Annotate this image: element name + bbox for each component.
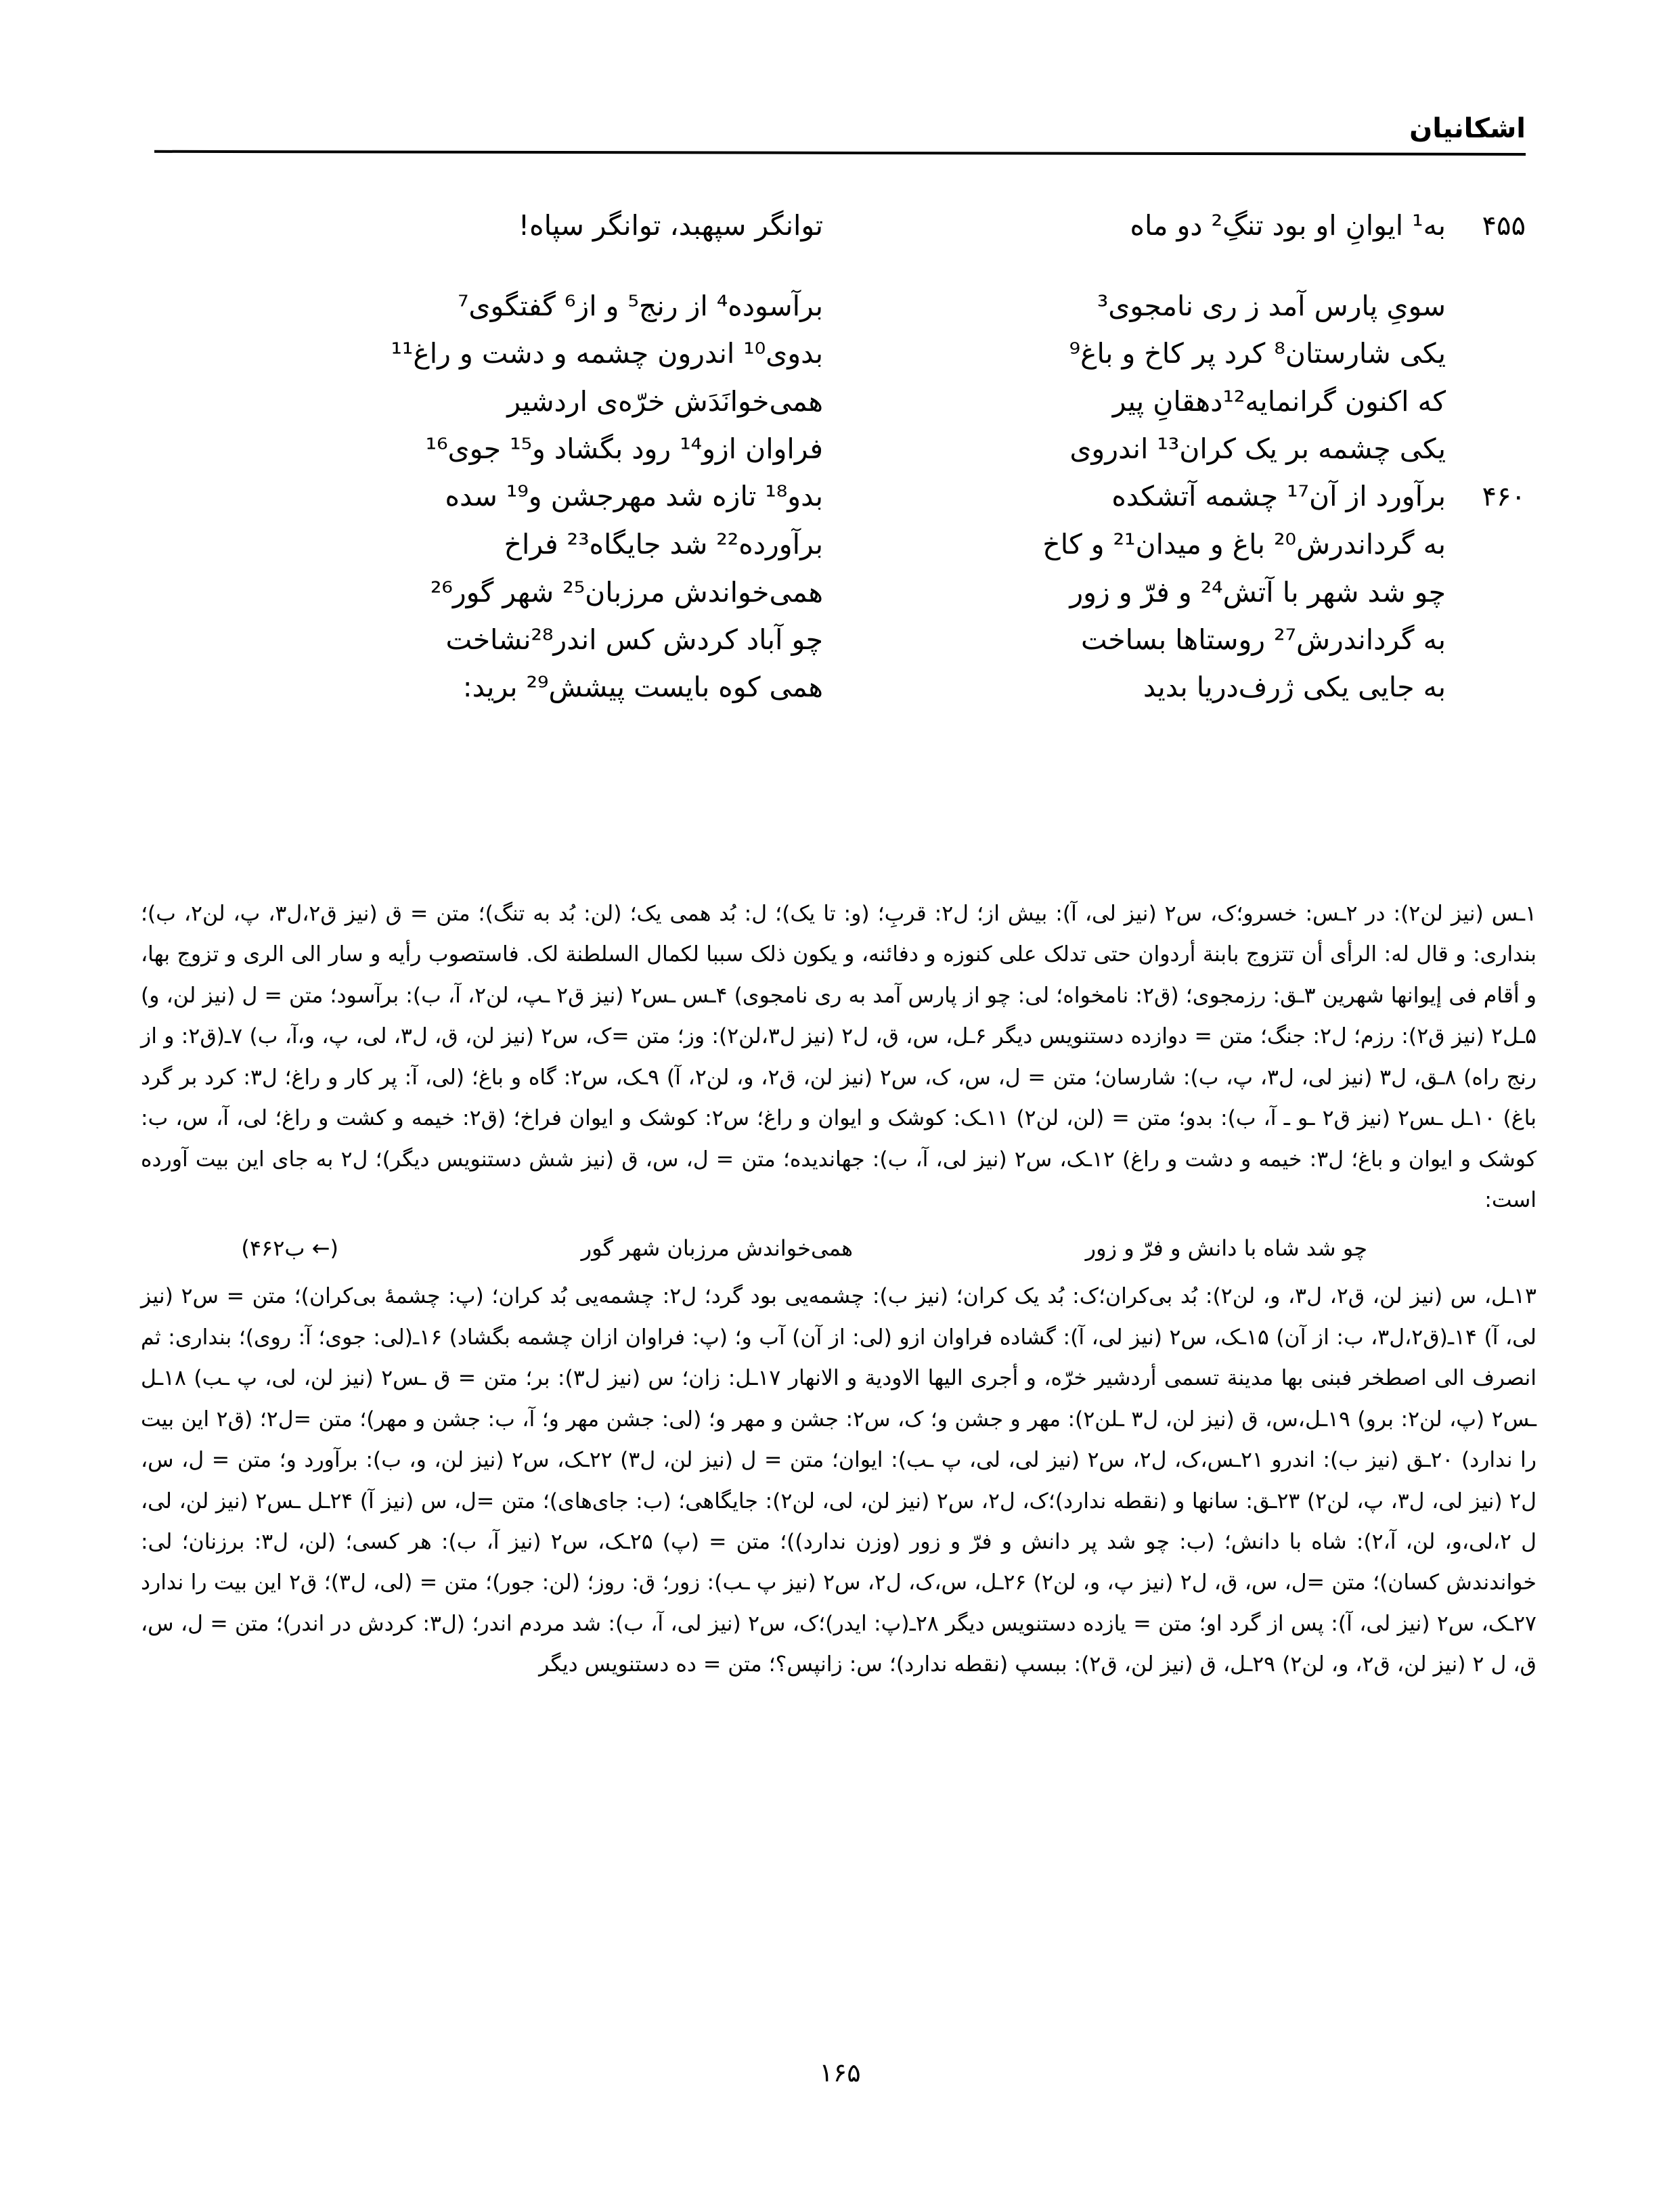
verse-number	[1446, 522, 1526, 567]
verse-number	[1446, 426, 1526, 471]
hemistich-text: به گرداندرش²⁰ باغ و میدان²¹ و کاخ	[1042, 528, 1446, 561]
verse-number	[1446, 284, 1526, 328]
verse-couplet	[158, 522, 1526, 567]
running-head-rule	[154, 150, 1526, 156]
hemistich-text: چو شد شهر با آتش²⁴ و فرّ و زور	[1069, 575, 1446, 609]
verse-couplet	[158, 665, 1526, 709]
hemistich-first	[823, 379, 1446, 424]
hemistich-text: بدوی¹⁰ اندرون چشمه و دشت و راغ¹¹	[391, 337, 823, 370]
hemistich-second	[146, 617, 823, 662]
verse-number	[1446, 665, 1526, 709]
hemistich-second	[146, 665, 823, 709]
hemistich-text: برآورد از آن¹⁷ چشمه آتشکده	[1111, 480, 1446, 513]
verse-couplet	[158, 474, 1526, 519]
verse-couplet	[158, 426, 1526, 471]
hemistich-first	[823, 331, 1446, 376]
hemistich-text: که اکنون گرانمایه¹²دهقانِ پیر	[1112, 384, 1446, 418]
hemistich-first	[823, 203, 1446, 248]
hemistich-text: فراوان ازو¹⁴ رود بگشاد و¹⁵ جوی¹⁶	[425, 433, 823, 466]
hemistich-first	[823, 522, 1446, 567]
hemistich-text: همی‌خواندش مرزبان²⁵ شهر گور²⁶	[430, 575, 823, 609]
hemistich-text: یکی شارستان⁸ کرد پر کاخ و باغ⁹	[1069, 337, 1446, 370]
apparatus-block-two: ۱۳ـل، س (نیز لن، ق۲، ل۳، و، لن۲): بُد بی‌کران؛ک: بُد یک کران؛ (نیز ب): چشمه‌یی بود گرد؛ ل۲: چشمه‌یی بُد کران؛ (پ: چشمهٔ بی‌کران)؛ متن = س۲ (نیز لی، آ) ۱۴ـ(ق۲،ل۳، ب: از آن) ۱۵ـک، س۲ (نیز لی، آ): گشاده فراوان ازو (لی: از آن) آب و؛ (پ: فراوان ازان چشمه بگشاد) ۱۶ـ(لی: جوی؛ آ: روی)؛ بنداری: ثم انصرف الی اصطخر فبنی بها مدینة تسمی أردشیر خرّه، و أجری الیها الاودیة و الانهار ۱۷ـل: زان؛ س (نیز ل۳): بر؛ متن = ق ـس۲ (نیز لن، لی، پ ـب) ۱۸ـل ـس۲ (پ، لن۲: برو) ۱۹ـل،س، ق (نیز لن، ل۳ ـلن۲): مهر و جشن و؛ ک، س۲: جشن و مهر و؛ (لی: جشن مهر و؛ آ، ب: جشن و مهر)؛ متن =ل۲؛ (ق۲ این بیت را ندارد) ۲۰ـق (نیز ب): اندرو ۲۱ـس،ک، ل۲، س۲ (نیز لی، لی، پ ـب): ایوان؛ متن = ل (نیز لن، ل۳) ۲۲ـک، س۲ (نیز لن، و، ب): برآورد و؛ متن = ل، س، ل۲ (نیز لی، ل۳، پ، لن۲) ۲۳ـق: سانها و (نقطه ندارد)؛ک، ل۲، س۲ (نیز لن، لی، لن۲): جایگاهی؛ (ب: جای‌های)؛ متن =ل، س (نیز آ) ۲۴ـل ـس۲ (نیز لن، لی، ل ۲،لی،و، لن، آ،۲): شاه با دانش؛ (ب: چو شد پر دانش و فرّ و زور (وزن ندارد))؛ متن = (پ) ۲۵ـک، س۲ (نیز آ، ب): هر کسی؛ (لن، ل۳: برزنان؛ لی: خواندندش کسان)؛ متن =ل، س، ق، ل۲ (نیز پ، و، لن۲) ۲۶ـل، س،ک، ل۲، س۲ (نیز پ ـب): زور؛ ق: روز؛ (لن: جور)؛ متن = (لی، ل۳)؛ ق۲ این بیت را ندارد ۲۷ـک، س۲ (نیز لی، آ): پس از گرد او؛ متن = یازده دستنویس دیگر ۲۸ـ(پ: ایدر)؛ک، س۲ (نیز لی، آ، ب): شد مردم اندر؛ (ل۳: کردش در اندر)؛ متن = ل، س، ق، ل ۲ (نیز لن، ق۲، و، لن۲) ۲۹ـل، ق (نیز لن، ق۲): ببسپ (نقطه ندارد)؛ س: زانپس؟؛ متن = ده دستنویس دیگر	[141, 1284, 1537, 1677]
apparatus-block-one: ۱ـس (نیز لن۲): در ۲ـس: خسرو؛ک، س۲ (نیز لی، آ): بیش از؛ ل۲: قربِ؛ (و: تا یک)؛ ل: بُد همی یک؛ (لن: بُد به تنگ)؛ متن = ق (نیز ق۲،ل۳، پ، لن۲، ب)؛ بنداری: و قال له: الرأی أن تتزوج بابنة أردوان حتی تدلک علی کنوزه و دفائنه، و یکون ذلک سببا لکمال السلطنة لک. فاستصوب رأیه و سار الی الری و تزوج بها، و أقام فی إیوانها شهرین ۳ـق: رزمجوی؛ (ق۲: نامخواه؛ لی: چو از پارس آمد به ری نامجوی) ۴ـس ـس۲ (نیز ق۲ ـپ، لن۲، آ، ب): برآسود؛ متن = ل (نیز لن، و) ۵ـل۲ (نیز ق۲): رزم؛ ل۲: جنگ؛ متن = دوازده دستنویس دیگر ۶ـل، س، ق، ل۲ (نیز ل۳،لن۲): وز؛ متن =ک، س۲ (نیز لن، ق، ل۳، لی، پ، و،آ، ب) ۷ـ(ق۲: و از رنج راه) ۸ـق، ل۳ (نیز لی، ل۳، پ، ب): شارسان؛ متن = ل، س، ک، س۲ (نیز لن، ق۲، و، لن۲، آ) ۹ـک، س۲: گاه و باغ؛ (لی، آ: پر کار و راغ؛ ل۳: کرد بر گرد باغ) ۱۰ـل ـس۲ (نیز ق۲ ـو ـ آ، ب): بدو؛ متن = (لن، لن۲) ۱۱ـک: کوشک و ایوان و راغ؛ س۲: کوشک و ایوان فراخ؛ (ق۲: خیمه و کشت و راغ؛ لی، آ، س، ب: کوشک و ایوان و باغ؛ ل۳: خیمه و دشت و راغ) ۱۲ـک، س۲ (نیز لی، آ، ب): جهاندیده؛ متن = ل، س، ق (نیز شش دستنویس دیگر)؛ ل۲ به جای این بیت آورده است:	[141, 902, 1537, 1213]
verse-couplet	[158, 379, 1526, 424]
hemistich-text: به گرداندرش²⁷ روستاها بساخت	[1081, 623, 1446, 657]
hemistich-text: توانگر سپهبد، توانگر سپاه!	[518, 209, 823, 242]
hemistich-first	[823, 426, 1446, 471]
verse-number: ۴۵۵	[1482, 211, 1526, 242]
hemistich-first	[823, 617, 1446, 662]
hemistich-second	[146, 522, 823, 567]
verse-number	[1446, 570, 1526, 615]
hemistich-first	[823, 284, 1446, 328]
hemistich-text: سویِ پارس آمد ز ری نامجوی³	[1097, 289, 1446, 322]
verse-number	[1446, 331, 1526, 376]
verse-couplet	[158, 570, 1526, 615]
hemistich-second	[146, 331, 823, 376]
inset-verse-reference: (← ب۴۶۲)	[241, 1235, 338, 1261]
hemistich-text: برآسوده⁴ از رنج⁵ و از⁶ گفتگوی⁷	[457, 289, 823, 322]
hemistich-second	[146, 379, 823, 424]
page-number: ۱۶۵	[819, 2058, 861, 2087]
hemistich-first	[823, 474, 1446, 519]
running-head	[154, 114, 1526, 156]
verse-couplet	[158, 203, 1526, 248]
hemistich-second	[146, 284, 823, 328]
hemistich-text: همی‌خوانَدَش خرّه‌ی اردشیر	[507, 384, 823, 418]
hemistich-second	[146, 203, 823, 248]
hemistich-first	[823, 570, 1446, 615]
inset-hemistich-a: چو شد شاه با دانش و فرّ و زور	[1085, 1235, 1367, 1261]
hemistich-text: برآورده²² شد جایگاه²³ فراخ	[504, 528, 823, 561]
hemistich-second	[146, 474, 823, 519]
inset-hemistich-b: همی‌خواندش مرزبان شهر گور	[581, 1235, 853, 1261]
verse-number	[1446, 617, 1526, 662]
apparatus-inset-verse	[141, 1228, 1537, 1269]
running-head-title: اشکانیان	[1409, 113, 1526, 144]
verse-number: ۴۶۰	[1482, 481, 1526, 513]
hemistich-second	[146, 570, 823, 615]
hemistich-text: به جایی یکی ژرف‌دریا بدید	[1143, 671, 1446, 704]
hemistich-first	[823, 665, 1446, 709]
hemistich-text: به¹ ایوانِ او بود تنگِ² دو ماه	[1130, 209, 1446, 242]
verse-number	[1446, 379, 1526, 424]
hemistich-second	[146, 426, 823, 471]
hemistich-text: یکی چشمه بر یک کران¹³ اندروی	[1069, 433, 1446, 466]
verse-couplet	[158, 617, 1526, 662]
verse-couplet	[158, 331, 1526, 376]
critical-apparatus	[141, 893, 1537, 1685]
verse-block	[158, 203, 1526, 713]
hemistich-text: همی کوه بایست پیشش²⁹ برید:	[462, 671, 823, 704]
hemistich-text: بدو¹⁸ تازه شد مهرجشن و¹⁹ سده	[445, 480, 823, 513]
verse-couplet	[158, 284, 1526, 328]
hemistich-text: چو آباد کردش کس اندر²⁸نشاخت	[445, 623, 823, 657]
